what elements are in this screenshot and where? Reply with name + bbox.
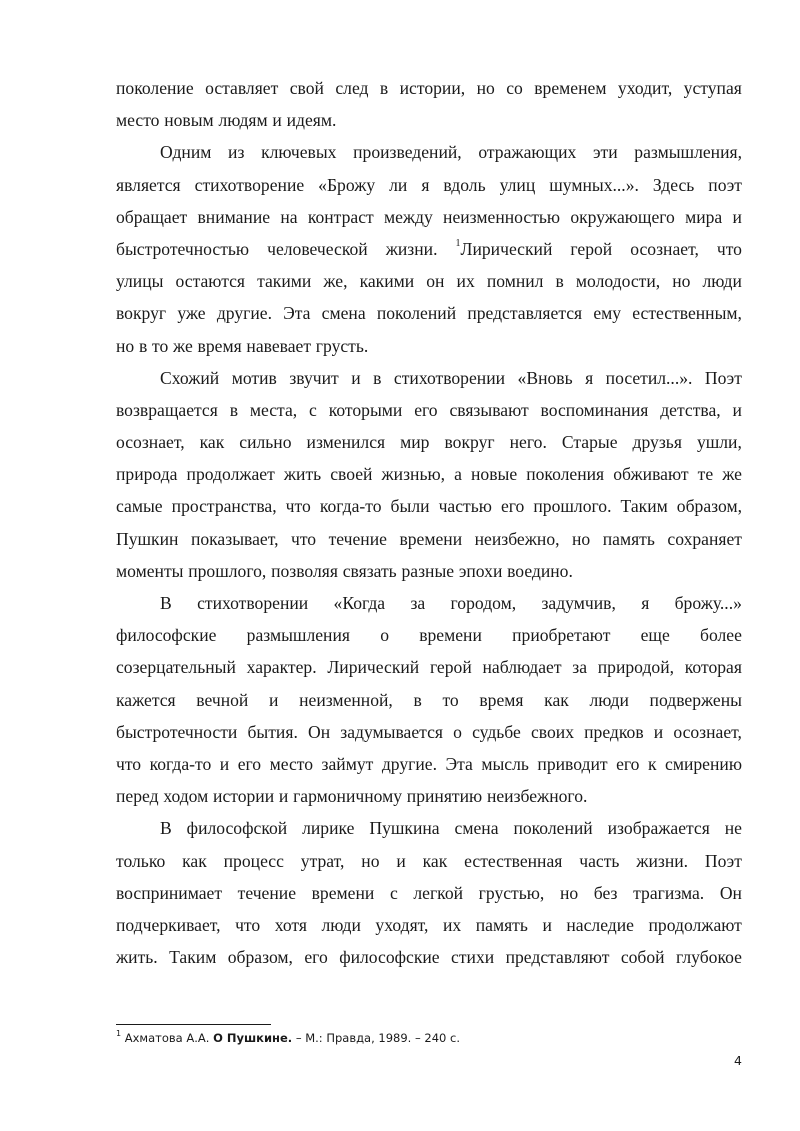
word: разные <box>401 560 455 581</box>
word: другие. <box>216 303 272 324</box>
word: смена <box>321 303 366 324</box>
word: ключевых <box>261 142 337 163</box>
word: мысль <box>481 753 529 774</box>
word: жить <box>283 464 322 485</box>
word: В <box>160 818 172 839</box>
word: но <box>361 850 380 871</box>
word: люди <box>321 914 361 935</box>
word: как <box>182 850 207 871</box>
text-line <box>116 555 742 587</box>
word: кажется <box>116 689 176 710</box>
word: уходит, <box>617 78 673 98</box>
word: к <box>647 753 657 774</box>
word: задумывается <box>340 721 443 742</box>
word: Лирический <box>327 657 420 678</box>
word: приобретают <box>512 625 611 646</box>
word: место <box>269 753 314 774</box>
word: «Брожу <box>318 174 376 195</box>
word: то <box>152 335 169 356</box>
word: такими <box>257 271 312 292</box>
word: частью <box>438 496 492 517</box>
word: позволяя <box>271 560 338 581</box>
word: неизбежного. <box>486 786 588 807</box>
word: характер. <box>246 657 317 678</box>
word: брожу...» <box>674 593 742 613</box>
word: в <box>138 335 148 356</box>
word: и <box>272 110 282 131</box>
word: течение <box>237 882 296 903</box>
word: изображается <box>607 818 710 839</box>
footnote-author: Ахматова А.А. <box>124 1030 210 1045</box>
word: в <box>379 78 389 98</box>
word: является <box>116 174 181 195</box>
word: неизбежно, <box>474 528 560 549</box>
word: смена <box>454 818 499 839</box>
word: память <box>602 528 655 549</box>
word: что <box>290 528 317 549</box>
word: Пушкина <box>369 818 440 839</box>
word: поколений <box>376 303 457 324</box>
word: уступая <box>683 78 742 98</box>
word: он <box>426 271 445 292</box>
word: время <box>479 689 524 710</box>
word: вокруг <box>116 303 167 324</box>
footnote-separator <box>116 1024 271 1025</box>
word: о <box>380 625 389 646</box>
word: времени <box>419 625 482 646</box>
word: место <box>116 110 160 131</box>
word: места, <box>249 399 298 420</box>
word: Схожий <box>160 367 220 388</box>
word: людям <box>218 110 268 131</box>
word: человеческой <box>267 238 368 259</box>
word: в <box>229 399 238 420</box>
word: уходят, <box>375 914 429 935</box>
word: моменты <box>116 560 184 581</box>
word: размышления, <box>634 142 742 163</box>
text-line <box>116 104 742 136</box>
word: но <box>572 528 591 549</box>
word: обращает <box>116 206 188 227</box>
word: но <box>559 882 579 903</box>
word: их <box>442 914 462 935</box>
word: между <box>383 206 433 227</box>
word: подчеркивает, <box>116 914 221 935</box>
text-line <box>116 587 742 619</box>
word: сильно <box>239 432 292 453</box>
footnote-publication: – М.: Правда, 1989. – 240 с. <box>295 1030 460 1045</box>
word: и <box>732 206 742 227</box>
word: но <box>476 78 495 98</box>
text-line <box>116 72 742 104</box>
word: были <box>390 496 430 517</box>
word: займут <box>321 753 374 774</box>
word: и <box>351 367 361 388</box>
word: самые <box>116 496 163 517</box>
word: Таким <box>620 496 668 517</box>
word: как <box>422 850 448 871</box>
word: которыми <box>328 399 403 420</box>
word: что <box>716 238 742 259</box>
word: естественным, <box>632 303 742 324</box>
word: что <box>116 753 142 774</box>
word: что <box>285 496 311 517</box>
word: поколения <box>526 464 605 485</box>
word: времени <box>311 882 375 903</box>
text-line <box>116 136 742 168</box>
word: то <box>442 689 459 710</box>
text-line <box>116 684 742 716</box>
word: быстротечности <box>116 721 238 742</box>
word: эти <box>592 142 618 163</box>
text-line <box>116 941 742 973</box>
word: «Когда <box>333 593 386 613</box>
word: же, <box>323 271 348 292</box>
word: трагизма. <box>633 882 705 903</box>
word: гармоничному <box>293 786 403 807</box>
word: легкой <box>413 882 464 903</box>
word: образом, <box>227 947 293 968</box>
footnote-title: О Пушкине. <box>213 1030 293 1045</box>
text-line <box>116 490 742 522</box>
body-text <box>116 72 742 973</box>
word: оставляет <box>205 78 279 98</box>
word: что <box>235 914 261 935</box>
word: помнил <box>486 271 544 292</box>
word: жизни. <box>636 850 689 871</box>
word: своих <box>530 721 574 742</box>
word: стихотворение <box>194 174 305 195</box>
text-line <box>116 845 742 877</box>
word: размышления <box>246 625 350 646</box>
word: хотя <box>274 914 307 935</box>
text-line <box>116 297 742 329</box>
word: мир <box>400 432 430 453</box>
word: Одним <box>160 142 212 163</box>
word: задумчив, <box>541 593 616 613</box>
word: за <box>410 593 426 613</box>
word: и <box>269 689 279 710</box>
word: воспринимает <box>116 882 223 903</box>
word: связывают <box>449 399 529 420</box>
word: Пушкин <box>116 528 179 549</box>
word: Он <box>719 882 742 903</box>
word: представляют <box>505 947 610 968</box>
word: Поэт <box>704 367 742 388</box>
word: в <box>413 689 422 710</box>
word: «Вновь <box>517 367 573 388</box>
word: о <box>453 721 462 742</box>
word: за <box>572 657 588 678</box>
word: в <box>373 367 382 388</box>
word: него. <box>509 432 547 453</box>
word: Он <box>307 721 331 742</box>
word: сохраняет <box>667 528 742 549</box>
word: смирению <box>665 753 742 774</box>
word: идеям. <box>286 110 337 131</box>
word: подвержены <box>649 689 742 710</box>
word: люди <box>702 271 742 292</box>
word: его <box>414 399 438 420</box>
word: прошлого, <box>188 560 267 581</box>
word: друзья <box>632 432 682 453</box>
word: я <box>585 367 594 388</box>
word: другие. <box>381 753 437 774</box>
text-line <box>116 362 742 394</box>
word: наследие <box>566 914 634 935</box>
word: философские <box>116 625 217 646</box>
footnote-reference: 1 <box>455 238 461 250</box>
word: вокруг <box>444 432 495 453</box>
word: как <box>199 432 225 453</box>
word: из <box>228 142 245 163</box>
word: память <box>475 914 528 935</box>
word: Старые <box>561 432 618 453</box>
word: которая <box>684 657 742 678</box>
word: представляется <box>467 303 583 324</box>
word: часть <box>579 850 620 871</box>
word: природа <box>116 464 178 485</box>
word: как <box>544 689 569 710</box>
word: городом, <box>450 593 517 613</box>
text-line <box>116 716 742 748</box>
word: когда-то <box>319 496 382 517</box>
text-line <box>116 233 742 265</box>
word: время <box>197 335 242 356</box>
word: с <box>389 882 398 903</box>
word: мира <box>685 206 723 227</box>
word: созерцательный <box>116 657 236 678</box>
word: новым <box>164 110 214 131</box>
word: утрат, <box>300 850 345 871</box>
word: стихи <box>451 947 495 968</box>
text-line <box>116 877 742 909</box>
word: внимание <box>197 206 271 227</box>
word: новые <box>470 464 518 485</box>
word: в <box>555 271 564 292</box>
word: люди <box>589 689 629 710</box>
word: неизменностью <box>443 206 561 227</box>
word: бытия. <box>247 721 298 742</box>
word: изменился <box>306 432 386 453</box>
word: Поэт <box>704 850 742 871</box>
word: навевает <box>246 335 312 356</box>
word: а <box>454 464 462 485</box>
word: перед <box>116 786 159 807</box>
word: стихотворении <box>197 593 309 613</box>
word: приводит <box>537 753 608 774</box>
word: те <box>697 464 714 485</box>
word: без <box>593 882 618 903</box>
word: поэт <box>708 174 742 195</box>
word: герой <box>429 657 472 678</box>
word: поколений <box>513 818 593 839</box>
word: пространства, <box>171 496 277 517</box>
word: детства, <box>660 399 721 420</box>
word: продолжает <box>186 464 275 485</box>
word: поколение <box>116 78 194 98</box>
text-line <box>116 458 742 490</box>
word: течение <box>328 528 387 549</box>
word: на <box>280 206 298 227</box>
word: быстротечностью <box>116 238 250 259</box>
text-line <box>116 619 742 651</box>
word: со <box>506 78 523 98</box>
word: когда-то <box>149 753 212 774</box>
word: грусть. <box>315 335 369 356</box>
word: осознает, <box>630 238 699 259</box>
word: контраст <box>307 206 374 227</box>
word: уже <box>177 303 206 324</box>
text-line <box>116 523 742 555</box>
word: мотив <box>231 367 277 388</box>
word: посетил...». <box>605 367 693 388</box>
word: еще <box>640 625 670 646</box>
word: Эта <box>445 753 473 774</box>
word: его <box>237 753 262 774</box>
word: но <box>116 335 135 356</box>
word: не <box>724 818 742 839</box>
word: же <box>722 464 742 485</box>
word: ходом <box>163 786 209 807</box>
word: шумных...». <box>549 174 639 195</box>
word: Таким <box>169 947 217 968</box>
text-line <box>116 426 742 458</box>
text-line <box>116 330 742 362</box>
word: какими <box>359 271 415 292</box>
word: грустью, <box>478 882 545 903</box>
word: предков <box>584 721 644 742</box>
word: и <box>653 721 664 742</box>
word: Здесь <box>652 174 695 195</box>
word: глубокое <box>676 947 742 968</box>
word: звучит <box>289 367 339 388</box>
word: стихотворении <box>393 367 506 388</box>
word: философской <box>186 818 288 839</box>
word: ли <box>389 174 408 195</box>
word: и <box>396 850 406 871</box>
word: свой <box>289 78 324 98</box>
word: В <box>160 593 172 613</box>
word: я <box>641 593 650 613</box>
word: судьбе <box>472 721 521 742</box>
word: воспоминания <box>540 399 649 420</box>
footnote <box>116 1030 460 1045</box>
word: молодости, <box>575 271 661 292</box>
text-line <box>116 812 742 844</box>
word: же <box>173 335 193 356</box>
word: ушли, <box>696 432 742 453</box>
word: произведений, <box>353 142 462 163</box>
word: его <box>304 947 328 968</box>
word: и <box>732 399 742 420</box>
text-line <box>116 909 742 941</box>
text-line <box>116 265 742 297</box>
word: улицы <box>116 271 164 292</box>
word: след <box>335 78 369 98</box>
word: воедино. <box>507 560 573 581</box>
word: ему <box>593 303 622 324</box>
word: связать <box>342 560 397 581</box>
text-line <box>116 201 742 233</box>
word: истории, <box>399 78 466 98</box>
word: остаются <box>175 271 246 292</box>
word: окружающего <box>570 206 675 227</box>
word: жизни. <box>385 238 438 259</box>
text-line <box>116 651 742 683</box>
word: $^1$Лирический <box>455 238 553 259</box>
word: философские <box>339 947 440 968</box>
word: отражающих <box>478 142 577 163</box>
word: с <box>309 399 317 420</box>
word: только <box>116 850 166 871</box>
word: и <box>278 786 289 807</box>
word: возвращается <box>116 399 218 420</box>
text-line <box>116 748 742 780</box>
word: природой, <box>597 657 675 678</box>
word: процесс <box>223 850 284 871</box>
text-line <box>116 394 742 426</box>
word: но <box>672 271 691 292</box>
word: и <box>219 753 230 774</box>
word: герой <box>570 238 613 259</box>
footnote-marker: 1 <box>116 1029 122 1038</box>
word: улиц <box>499 174 536 195</box>
word: Эта <box>283 303 311 324</box>
word: эпохи <box>458 560 503 581</box>
word: принятию <box>406 786 483 807</box>
word: показывает, <box>190 528 279 549</box>
word: жизнью, <box>381 464 446 485</box>
word: истории <box>213 786 275 807</box>
word: своей <box>330 464 373 485</box>
word: жить. <box>116 947 158 968</box>
word: их <box>456 271 475 292</box>
word: временем <box>534 78 607 98</box>
word: естественная <box>464 850 563 871</box>
word: времени <box>399 528 463 549</box>
page-number: 4 <box>734 1053 742 1068</box>
word: образом, <box>676 496 742 517</box>
word: вдоль <box>443 174 486 195</box>
word: прошлого. <box>533 496 612 517</box>
text-line <box>116 169 742 201</box>
word: вечной <box>196 689 249 710</box>
word: и <box>542 914 552 935</box>
word: я <box>421 174 430 195</box>
word: более <box>700 625 742 646</box>
word: обживают <box>613 464 689 485</box>
word: наблюдает <box>482 657 562 678</box>
word: лирике <box>302 818 355 839</box>
word: его <box>500 496 525 517</box>
word: его <box>616 753 640 774</box>
text-line <box>116 780 742 812</box>
word: собой <box>620 947 665 968</box>
word: продолжают <box>648 914 742 935</box>
word: осознает, <box>116 432 185 453</box>
word: неизменной, <box>299 689 393 710</box>
word: осознает, <box>673 721 742 742</box>
